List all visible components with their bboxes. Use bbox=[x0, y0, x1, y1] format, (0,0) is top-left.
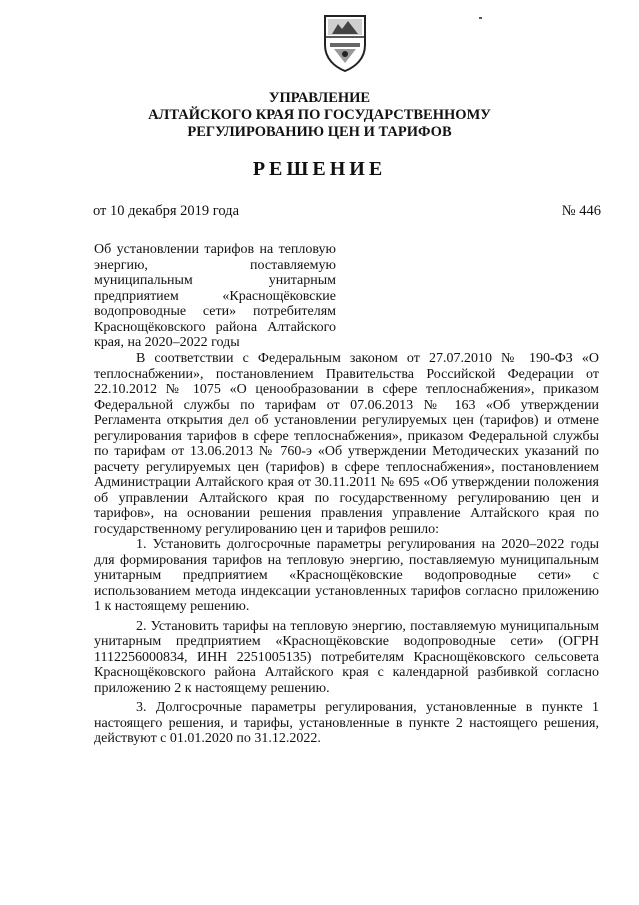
document-date: от 10 декабря 2019 года bbox=[93, 203, 239, 219]
body-paragraph-item-3: 3. Долгосрочные параметры регулирования, установленные в пункте 1 настоящего решения, и тарифы, установленные в пункте 2 настоящего решения, действуют с 01.01.2020 по 31.12.2022. bbox=[94, 700, 599, 746]
org-line-1: УПРАВЛЕНИЕ bbox=[268, 90, 371, 106]
document-title: РЕШЕНИЕ bbox=[252, 158, 387, 180]
body-paragraph-preamble: В соответствии с Федеральным законом от 27.07.2010 № 190-ФЗ «О теплоснабжении», постановлением Правительства Российской Федерации от 22.10.2012 № 1075 «О ценообразовании в сфере теплоснабжения», приказом Федеральной службы по тарифам от 07.06.2013 № 163 «Об утверждении Регламента открытия дел об установлении регулируемых цен (тарифов) и отмене регулирования тарифов в сфере теплоснабжения», приказом Федеральной службы по тарифам от 13.06.2013 № 760-э «Об утверждении Методических указаний по расчету регулируемых цен (тарифов) в сфере теплоснабжения», постановлением Администрации Алтайского края от 30.11.2011 № 695 «Об утверждении положения об управлении Алтайского края по государственному регулированию цен и тарифов», на основании решения правления управление Алтайского края по государственному регулированию цен и тарифов решило: bbox=[94, 351, 599, 537]
scan-speck bbox=[479, 17, 482, 19]
organization-header bbox=[0, 90, 639, 141]
body-paragraph-item-1: 1. Установить долгосрочные параметры регулирования на 2020–2022 годы для формирования тарифов на тепловую энергию, поставляемую муниципальным унитарным предприятием «Краснощёковские водопроводные сети» с использованием метода индексации установленных тарифов согласно приложению 1 к настоящему решению. bbox=[94, 537, 599, 614]
coat-of-arms-icon bbox=[322, 13, 368, 73]
document-number: № 446 bbox=[561, 203, 601, 219]
document-body bbox=[94, 351, 599, 747]
org-line-3: РЕГУЛИРОВАНИЮ ЦЕН И ТАРИФОВ bbox=[187, 124, 452, 140]
org-line-2: АЛТАЙСКОГО КРАЯ ПО ГОСУДАРСТВЕННОМУ bbox=[148, 107, 491, 123]
document-subject: Об установлении тарифов на тепловую энергию, поставляемую муниципальным унитарным предприятием «Краснощёковские водопроводные сети» потребителям Краснощёковского района Алтайского края, на 2020–2022 годы bbox=[94, 242, 336, 350]
body-paragraph-item-2: 2. Установить тарифы на тепловую энергию, поставляемую муниципальным унитарным предприятием «Краснощёковские водопроводные сети» (ОГРН 1112256000834, ИНН 2251005135) потребителям Краснощёковского сельсовета Краснощёковского района Алтайского края с календарной разбивкой согласно приложению 2 к настоящему решению. bbox=[94, 618, 599, 696]
